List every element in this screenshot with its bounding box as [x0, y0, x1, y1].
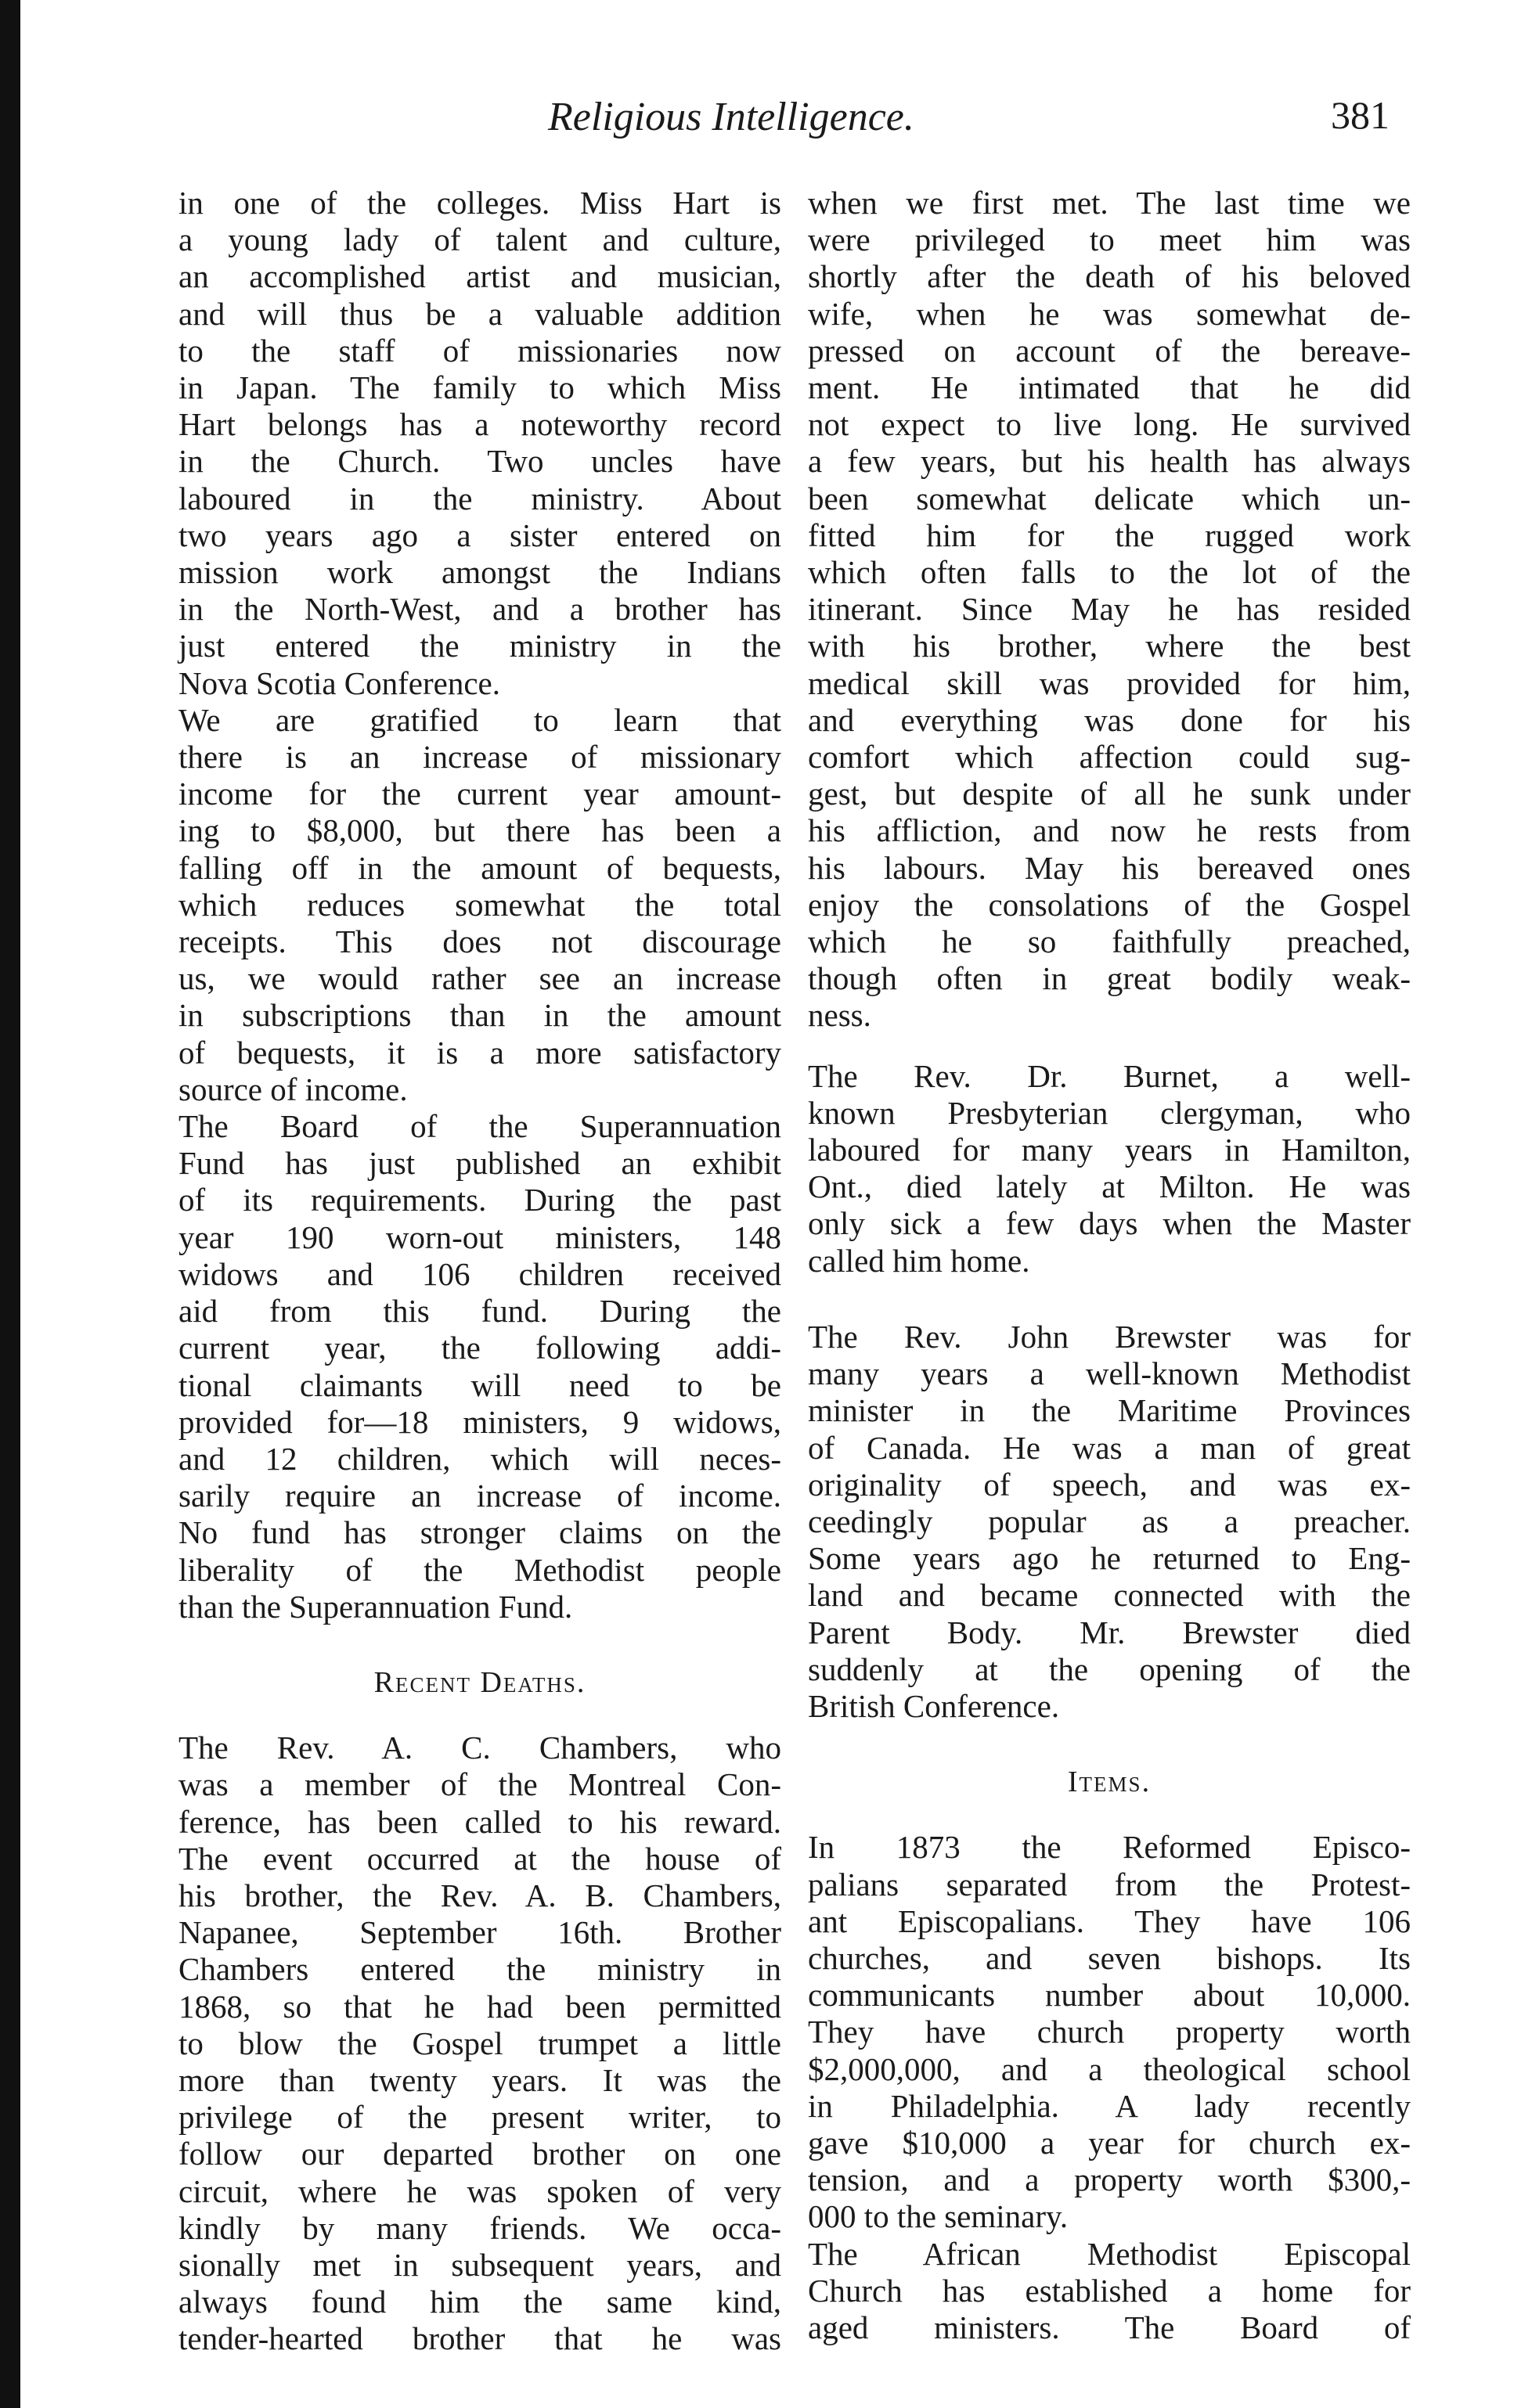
text-line: privilege of the present writer, to [178, 2099, 781, 2136]
text-line: ment. He intimated that he did [808, 369, 1411, 406]
text-line: originality of speech, and was ex- [808, 1466, 1411, 1503]
page-number: 381 [1331, 93, 1390, 137]
text-line: enjoy the consolations of the Gospel [808, 886, 1411, 923]
text-line: sionally met in subsequent years, and [178, 2246, 781, 2283]
text-line: $2,000,000, and a theological school [808, 2050, 1411, 2087]
text-line: follow our departed brother on one [178, 2136, 781, 2172]
paragraph-miss-hart [178, 185, 781, 702]
text-line: tender-hearted brother that he was [178, 2320, 781, 2357]
text-line: The Board of the Superannuation [178, 1108, 781, 1145]
text-line: Chambers entered the ministry in [178, 1951, 781, 1988]
text-line: of its requirements. During the past [178, 1182, 781, 1218]
text-line: laboured for many years in Hamilton, [808, 1132, 1411, 1168]
text-line: when we first met. The last time we [808, 185, 1411, 221]
text-line: ant Episcopalians. They have 106 [808, 1902, 1411, 1939]
text-line: a young lady of talent and culture, [178, 221, 781, 258]
text-line: in Philadelphia. A lady recently [808, 2087, 1411, 2124]
text-line: mission work amongst the Indians [178, 554, 781, 591]
text-line: known Presbyterian clergyman, who [808, 1094, 1411, 1131]
text-line: circuit, where he was spoken of very [178, 2172, 781, 2209]
text-line: and will thus be a valuable addition [178, 295, 781, 332]
text-line: We are gratified to learn that [178, 701, 781, 738]
spacer [808, 1035, 1411, 1058]
text-line: laboured in the ministry. About [178, 480, 781, 517]
text-line: income for the current year amount- [178, 776, 781, 812]
text-line: not expect to live long. He survived [808, 406, 1411, 443]
right-column [808, 185, 1411, 2346]
text-line: Church has established a home for [808, 2272, 1411, 2309]
text-line: was a member of the Montreal Con- [178, 1766, 781, 1803]
paragraph-superannuation-fund [178, 1108, 781, 1625]
text-line: 1868, so that he had been permitted [178, 1988, 781, 2025]
text-line: in subscriptions than in the amount [178, 997, 781, 1034]
text-line: Nova Scotia Conference. [178, 664, 500, 701]
text-line: The Rev. John Brewster was for [808, 1318, 1411, 1355]
text-line: The African Methodist Episcopal [808, 2235, 1411, 2272]
text-line: falling off in the amount of bequests, [178, 849, 781, 886]
text-line: Parent Body. Mr. Brewster died [808, 1614, 1411, 1650]
paragraph-chambers-continued [808, 185, 1411, 1035]
text-line: us, we would rather see an increase [178, 960, 781, 997]
text-line: medical skill was provided for him, [808, 664, 1411, 701]
text-line: pressed on account of the bereave- [808, 332, 1411, 369]
text-line: there is an increase of missionary [178, 739, 781, 776]
text-line: year 190 worn-out ministers, 148 [178, 1218, 781, 1255]
text-line: source of income. [178, 1071, 408, 1107]
text-line: ceedingly popular as a preacher. [808, 1503, 1411, 1539]
text-line: The event occurred at the house of [178, 1840, 781, 1877]
text-line: kindly by many friends. We occa- [178, 2209, 781, 2246]
text-line: his brother, the Rev. A. B. Chambers, [178, 1877, 781, 1913]
text-line: in one of the colleges. Miss Hart is [178, 185, 781, 221]
text-line: of Canada. He was a man of great [808, 1429, 1411, 1466]
text-line: aid from this fund. During the [178, 1293, 781, 1330]
text-line: In 1873 the Reformed Episco- [808, 1829, 1411, 1866]
text-line: gave $10,000 a year for church ex- [808, 2124, 1411, 2161]
text-line: his labours. May his bereaved ones [808, 849, 1411, 886]
text-line: current year, the following addi- [178, 1330, 781, 1366]
text-line: ing to $8,000, but there has been a [178, 812, 781, 849]
text-line: his affliction, and now he rests from [808, 812, 1411, 849]
text-line: two years ago a sister entered on [178, 517, 781, 553]
text-line: sarily require an increase of income. [178, 1478, 781, 1514]
section-heading-recent-deaths: Recent Deaths. [373, 1665, 586, 1699]
text-line: fitted him for the rugged work [808, 517, 1411, 553]
text-line: British Conference. [808, 1687, 1060, 1724]
text-line: provided for—18 ministers, 9 widows, [178, 1403, 781, 1440]
text-line: land and became connected with the [808, 1577, 1411, 1614]
text-line: and 12 children, which will neces- [178, 1440, 781, 1477]
text-line: tension, and a property worth $300,- [808, 2161, 1411, 2198]
paragraph-missionary-income [178, 702, 781, 1108]
text-line: called him home. [808, 1242, 1030, 1279]
text-line: receipts. This does not discourage [178, 923, 781, 960]
text-line: suddenly at the opening of the [808, 1650, 1411, 1687]
text-line: The Rev. Dr. Burnet, a well- [808, 1057, 1411, 1094]
paragraph-chambers [178, 1730, 781, 2357]
text-line: Napanee, September 16th. Brother [178, 1914, 781, 1951]
text-line: They have church property worth [808, 2014, 1411, 2050]
text-line: wife, when he was somewhat de- [808, 295, 1411, 332]
text-line: ference, has been called to his reward. [178, 1803, 781, 1840]
text-line: gest, but despite of all he sunk under [808, 776, 1411, 812]
text-line: in the Church. Two uncles have [178, 443, 781, 480]
text-line: to blow the Gospel trumpet a little [178, 2025, 781, 2061]
text-line: liberality of the Methodist people [178, 1551, 781, 1588]
text-line: ness. [808, 997, 871, 1034]
text-line: The Rev. A. C. Chambers, who [178, 1730, 781, 1766]
text-line: always found him the same kind, [178, 2284, 781, 2320]
text-line: been somewhat delicate which un- [808, 480, 1411, 517]
text-line: tional claimants will need to be [178, 1366, 781, 1403]
text-line: a few years, but his health has always [808, 443, 1411, 480]
text-line: which often falls to the lot of the [808, 554, 1411, 591]
text-line: 000 to the seminary. [808, 2198, 1069, 2235]
text-line: many years a well-known Methodist [808, 1355, 1411, 1392]
spacer [808, 1280, 1411, 1319]
text-line: of bequests, it is a more satisfactory [178, 1034, 781, 1071]
text-line: which reduces somewhat the total [178, 886, 781, 923]
text-line: only sick a few days when the Master [808, 1205, 1411, 1242]
text-line: Ont., died lately at Milton. He was [808, 1168, 1411, 1205]
text-line: aged ministers. The Board of [808, 2309, 1411, 2345]
text-line: to the staff of missionaries now [178, 332, 781, 369]
text-line: shortly after the death of his beloved [808, 258, 1411, 295]
text-line: widows and 106 children received [178, 1255, 781, 1292]
text-line: Hart belongs has a noteworthy record [178, 406, 781, 443]
left-column [178, 185, 781, 2358]
text-line: churches, and seven bishops. Its [808, 1939, 1411, 1976]
text-line: communicants number about 10,000. [808, 1977, 1411, 2014]
text-line: itinerant. Since May he has resided [808, 591, 1411, 628]
running-title: Religious Intelligence. [548, 95, 914, 139]
text-line: palians separated from the Protest- [808, 1866, 1411, 1902]
paragraph-reformed-episcopalians [808, 1829, 1411, 2235]
text-line: with his brother, where the best [808, 628, 1411, 664]
text-line: minister in the Maritime Provinces [808, 1392, 1411, 1429]
text-line: Fund has just published an exhibit [178, 1145, 781, 1182]
text-line: though often in great bodily weak- [808, 960, 1411, 997]
text-line: No fund has stronger claims on the [178, 1514, 781, 1551]
section-heading-items: Items. [1067, 1766, 1152, 1799]
text-line: in Japan. The family to which Miss [178, 369, 781, 406]
text-line: just entered the ministry in the [178, 628, 781, 664]
paragraph-burnet [808, 1058, 1411, 1280]
text-line: which he so faithfully preached, [808, 923, 1411, 960]
text-line: and everything was done for his [808, 701, 1411, 738]
text-line: Some years ago he returned to Eng- [808, 1540, 1411, 1577]
paragraph-brewster [808, 1319, 1411, 1725]
text-line: an accomplished artist and musician, [178, 258, 781, 295]
text-line: comfort which affection could sug- [808, 739, 1411, 776]
text-line: were privileged to meet him was [808, 221, 1411, 258]
text-line: more than twenty years. It was the [178, 2061, 781, 2098]
text-line: than the Superannuation Fund. [178, 1588, 573, 1625]
text-line: in the North-West, and a brother has [178, 591, 781, 628]
paragraph-african-methodist [808, 2236, 1411, 2347]
